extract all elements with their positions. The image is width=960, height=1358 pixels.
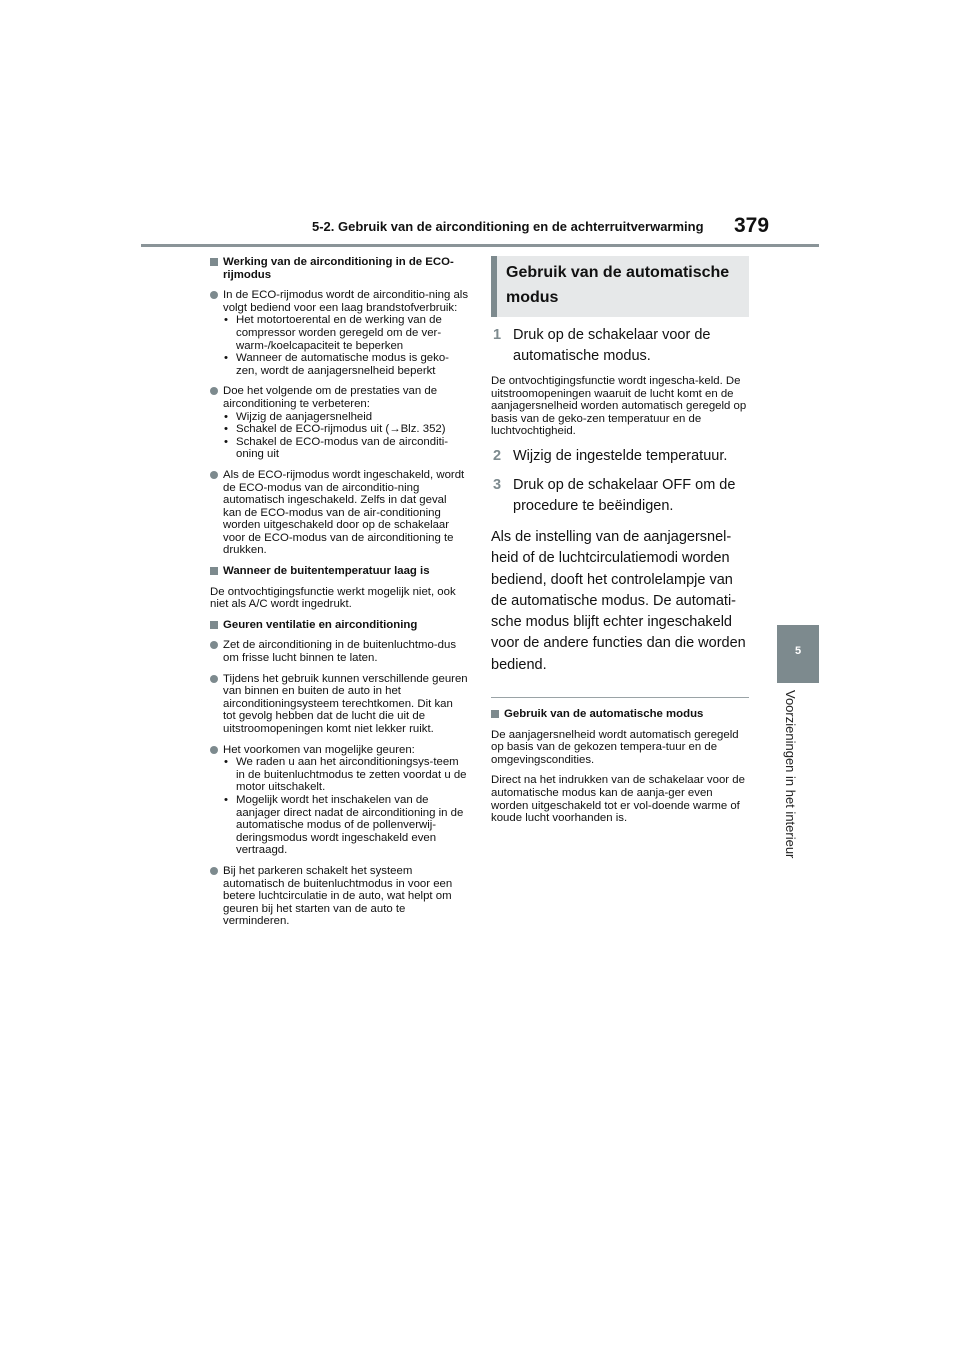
bullet-odors: Tijdens het gebruik kunnen verschillende geuren van binnen en buiten de auto in het airconditioningsysteem terechtkomen. Dit kan tot gevolg hebben dat de lucht die uit de uitstroomopeningen komt niet lekker ruikt. [210,673,468,736]
auto-mode-paragraph: Als de instelling van de aanjagersnel-heid of de luchtcirculatiemodi worden bediend, dooft het controlelampje van de automatische modus. De automati-sche modus blijft echter ingeschakeld voor de andere functies dan die worden bediend. [491,528,746,673]
circle-bullet-icon [210,675,218,683]
running-header: 5-2. Gebruik van de airconditioning en de achterruitverwarming [312,219,704,234]
bullet-eco-mode: In de ECO-rijmodus wordt de airconditio-ning als volgt bediend voor een laag brandstofverbruik: • Het motortoerental en de werking van de compressor worden geregeld om de ver-warm-/koelcapaciteit te beperken • Wanneer de automatische modus is geko-zen, wordt de aanjagersnelheid beperkt [210,289,468,377]
circle-bullet-icon [210,867,218,875]
sub-item: • We raden u aan het airconditioningsys-teem in de buitenluchtmodus te zetten voordat u de motor uitschakelt. [224,756,467,794]
square-bullet-icon [491,710,499,718]
square-bullet-icon [210,567,218,575]
left-column [210,256,468,936]
paragraph-low-temp: De ontvochtigingsfunctie werkt mogelijk niet, ook niet als A/C wordt ingedrukt. [210,585,456,611]
sub-item: • Het motortoerental en de werking van de compressor worden geregeld om de ver-warm-/koelcapaciteit te beperken [224,314,442,352]
step-number: 1 [493,327,502,343]
section-title: Gebruik van de automatische modus [491,256,749,317]
bullet-parking: Bij het parkeren schakelt het systeem automatisch de buitenluchtmodus in voor een betere luchtcirculatie in de auto, wat helpt om geuren bij het starten van de auto te verminderen. [210,865,468,928]
circle-bullet-icon [210,746,218,754]
step-1-note: De ontvochtigingsfunctie wordt ingescha-keld. De uitstroomopeningen waaruit de lucht komt en de aanjagersnelheid worden automatisch geregeld op basis van de geko-zen temperatuur en de luchtvochtigheid. [491,375,747,438]
sub-item: • Wijzig de aanjagersnelheid [224,410,373,423]
sub-item: • Schakel de ECO-modus van de airconditi-oning uit [224,435,449,461]
subheading-eco: Werking van de airconditioning in de ECO-rijmodus [210,256,468,281]
bullet-prevent: Het voorkomen van mogelijke geuren: • We raden u aan het airconditioningsys-teem in de buitenluchtmodus te zetten voordat u de motor uitschakelt. • Mogelijk wordt het inschakelen van de aanjager direct nadat de airconditioning in de automatische modus of de pollenverwij-deringsmodus wordt ingeschakeld even vertraagd. [210,744,468,857]
sub-item: • Mogelijk wordt het inschakelen van de aanjager direct nadat de airconditioning in de automatische modus of de pollenverwij-deringsmodus wordt ingeschakeld even vertraagd. [224,793,464,857]
square-bullet-icon [210,258,218,266]
circle-bullet-icon [210,471,218,479]
step-2: 2 Wijzig de ingestelde temperatuur. [491,446,749,467]
subheading-low-temp: Wanneer de buitentemperatuur laag is [210,565,468,578]
circle-bullet-icon [210,291,218,299]
header-rule [141,244,819,247]
bullet-fresh-air: Zet de airconditioning in de buitenluchtmo-dus om frisse lucht binnen te laten. [210,639,468,664]
page-number: 379 [734,214,770,237]
right-column [491,256,749,833]
subheading-odors: Geuren ventilatie en airconditioning [210,619,468,632]
chapter-number: 5 [794,645,802,657]
circle-bullet-icon [210,387,218,395]
sub-item: • Schakel de ECO-rijmodus uit (→Blz. 352) [224,423,446,436]
paragraph-fan-delay: Direct na het indrukken van de schakelaar voor de automatische modus kan de aanja-ger even worden uitgeschakeld tot er vol-doende warme of koude lucht voorhanden is. [491,774,745,825]
circle-bullet-icon [210,641,218,649]
chapter-tab [777,625,819,683]
chapter-label: Voorzieningen in het interieur [783,690,798,859]
paragraph-fan-speed: De aanjagersnelheid wordt automatisch geregeld op basis van de gekozen tempera-tuur en de omgevingscondities. [491,728,739,766]
step-3: 3 Druk op de schakelaar OFF om de procedure te beëindigen. [493,476,736,514]
bullet-improve: Doe het volgende om de prestaties van de airconditioning te verbeteren: • Wijzig de aanjagersnelheid • Schakel de ECO-rijmodus uit (→Blz. 352) • Schakel de ECO-modus van de airconditi-oning uit [210,385,468,461]
sub-item: • Wanneer de automatische modus is geko-zen, wordt de aanjagersnelheid beperkt [224,352,449,377]
step-1: 1 Druk op de schakelaar voor de automatische modus. [493,327,711,364]
subheading-auto-mode: Gebruik van de automatische modus [491,708,749,721]
step-number: 3 [493,476,502,493]
step-number: 2 [493,447,502,464]
square-bullet-icon [210,621,218,629]
bullet-eco-auto: Als de ECO-rijmodus wordt ingeschakeld, wordt de ECO-modus van de airconditio-ning automatisch ingeschakeld. Zelfs in dat geval kan de ECO-modus van de air-conditioning worden uitgeschakeld door op de schakelaar voor de ECO-modus van de airconditioning te drukken. [210,469,468,557]
divider [491,697,749,698]
